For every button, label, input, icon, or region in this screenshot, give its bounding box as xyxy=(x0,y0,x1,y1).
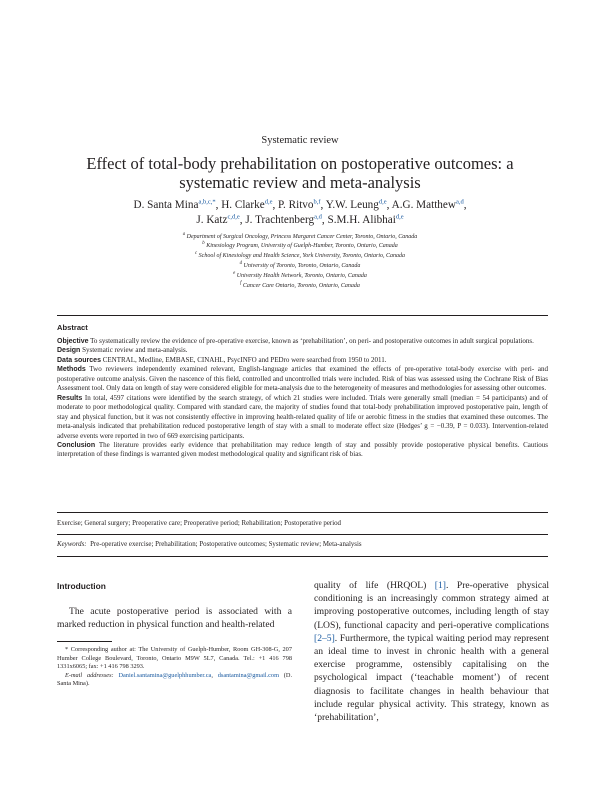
footnote-star: * xyxy=(65,646,69,653)
corresponding-star: * xyxy=(212,198,216,206)
divider xyxy=(57,512,548,513)
introduction-left-column: The acute postoperative period is associated with a marked reduction in physical function and health-related xyxy=(57,606,292,631)
author-name: J. Trachtenberg xyxy=(245,214,315,226)
author-affiliation-sup: d,e xyxy=(264,198,273,206)
abstract-results: Results In total, 4597 citations were identified by the search strategy, of which 21 studies were included. Trials were generally small (median = 54 participants) and of moderate to poor methodological quality. Compared with standard care, the majority of studies found that total-body prehabilitation improved postoperative pain, length of stay and physical function, but it was not consistently effective in improving health-related quality of life or aerobic fitness in the studies that examined these outcomes. The meta-analysis indicated that prehabilitation reduced postoperative length of stay with a small to moderate effect size (Hedges’ g = −0.39, P = 0.033). Intervention-related adverse events were reported in two of 669 exercising participants. xyxy=(57,393,549,440)
footnote-emails: E-mail addresses: Daniel.santamina@guelphhumber.ca, dsantamina@gmail.com (D. Santa Mina). xyxy=(57,671,293,687)
keywords-text: Pre-operative exercise; Prehabilitation; Postoperative outcomes; Systematic review; Meta-analysis xyxy=(90,541,362,548)
footnote-corresponding: * Corresponding author at: The University of Guelph-Humber, Room GH-308-G, 207 Humber College Boulevard, Toronto, Ontario M9W 5L7, Canada. Tel.: +1 416 798 1331x6065; fax: +1 416 798 3293. xyxy=(57,646,292,670)
keywords-label: Keywords: xyxy=(57,541,87,548)
email-link[interactable]: Daniel.santamina@guelphhumber.ca xyxy=(118,671,212,679)
footnote xyxy=(57,646,292,689)
affiliation-d: $^d$ University of Toronto, Toronto, Ontario, Canada xyxy=(239,261,361,269)
article-title-line-1: Effect of total-body prehabilitation on postoperative outcomes: a xyxy=(86,154,514,173)
email-link[interactable]: dsantamina@gmail.com xyxy=(217,671,279,679)
abstract-body xyxy=(57,337,548,460)
divider xyxy=(57,315,548,316)
author-name: P. Ritvo xyxy=(278,199,314,211)
keywords xyxy=(57,540,548,549)
author-affiliation-sup: a,b,c, xyxy=(198,198,213,206)
divider xyxy=(57,556,548,557)
author-affiliation-sup: d,e xyxy=(395,213,404,221)
abstract-heading: Abstract xyxy=(57,323,88,332)
author-name: D. Santa Mina xyxy=(133,199,199,211)
divider xyxy=(57,534,548,535)
author-name: Y.W. Leung xyxy=(325,199,379,211)
author-affiliation-sup: c,d,e xyxy=(227,213,240,221)
section-label: Systematic review xyxy=(261,135,339,146)
affiliation-b: $^b$ Kinesiology Program, University of Guelph-Humber, Toronto, Ontario, Canada xyxy=(202,241,398,249)
author-name: H. Clarke xyxy=(221,199,265,211)
abstract-design: Design Systematic review and meta-analysis. xyxy=(57,346,188,355)
affiliation-a: $^a$ Department of Surgical Oncology, Princess Margaret Cancer Center, Toronto, Ontario, Canada xyxy=(182,232,418,240)
author-affiliation-sup: a,d xyxy=(455,198,464,206)
author-name: A.G. Matthew xyxy=(391,199,456,211)
abstract-objective: Objective To systematically review the evidence of pre-operative exercise, known as ‘prehabilitation’, on peri- and postoperative outcomes in adult surgical populations. xyxy=(57,337,534,345)
citation-link[interactable]: [2–5] xyxy=(314,632,335,644)
affiliation-e: $^e$ University Health Network, Toronto, Ontario, Canada xyxy=(233,271,367,279)
affiliation-c: $^c$ School of Kinesiology and Health Science, York University, Toronto, Ontario, Canada xyxy=(195,251,405,259)
author-list-line-2: J. Katz$^{c,d,e}$, J. Trachtenberg$^{a,d}$, S.M.H. Alibhai$^{d,e}$ xyxy=(196,213,404,226)
author-affiliation-sup: b,f xyxy=(313,198,321,206)
abstract-sources: Data sources CENTRAL, Medline, EMBASE, CINAHL, PsycINFO and PEDro were searched from 1950 to 2011. xyxy=(57,355,387,364)
author-name: S.M.H. Alibhai xyxy=(327,214,396,226)
author-affiliation-sup: a,d xyxy=(314,213,322,221)
article-title-line-2: systematic review and meta-analysis xyxy=(179,173,421,192)
affiliation-f: $^f$ Cancer Care Ontario, Toronto, Ontario, Canada xyxy=(240,281,360,289)
citation-link[interactable]: [1] xyxy=(434,580,446,591)
introduction-right-column: quality of life (HRQOL) [1]. Pre-operative physical conditioning is an increasingly common strategy aimed at improving postoperative outcomes, including length of stay (LOS), functional capacity and peri-operative complications [2–5]. Furthermore, the typical waiting period may represent an ideal time to invest in chronic health with a general exercise programme, ostensibly capitalising on the psychological impact (‘teachable moment’) of recent diagnosis to facilitate changes in health behaviour that include regular physical activity. This strategy, known as ‘prehabilitation’, xyxy=(314,580,549,724)
author-list-line-1: D. Santa Mina$^{a,b,c,*}$, H. Clarke$^{d,e}$, P. Ritvo$^{b,f}$, Y.W. Leung$^{d,e}$, A.G. Matthew$^{a,d}$, xyxy=(133,198,467,211)
introduction-heading: Introduction xyxy=(57,581,106,591)
subject-terms: Exercise; General surgery; Preoperative care; Preoperative period; Rehabilitation; Postoperative period xyxy=(57,520,342,527)
footnote-divider xyxy=(57,641,112,642)
abstract-methods: Methods Two reviewers independently examined relevant, English-language articles that examined the effects of pre-operative total-body exercise with peri- and postoperative outcome analysis. Given the nascence of this field, controlled and uncontrolled trials were included. Risk of bias was assessed using the Cochrane Risk of Bias Assessment tool. Only data on length of stay were considered eligible for meta-analysis due to the heterogeneity of measures and methodologies for assessing other outcomes. xyxy=(57,365,549,393)
abstract-conclusion: Conclusion The literature provides early evidence that prehabilitation may reduce length of stay and possibly provide postoperative physical benefits. Cautious interpretation of these findings is warranted given modest methodological quality and significant risk of bias. xyxy=(57,440,549,459)
author-affiliation-sup: d,e xyxy=(378,198,387,206)
author-name: J. Katz xyxy=(196,214,228,226)
